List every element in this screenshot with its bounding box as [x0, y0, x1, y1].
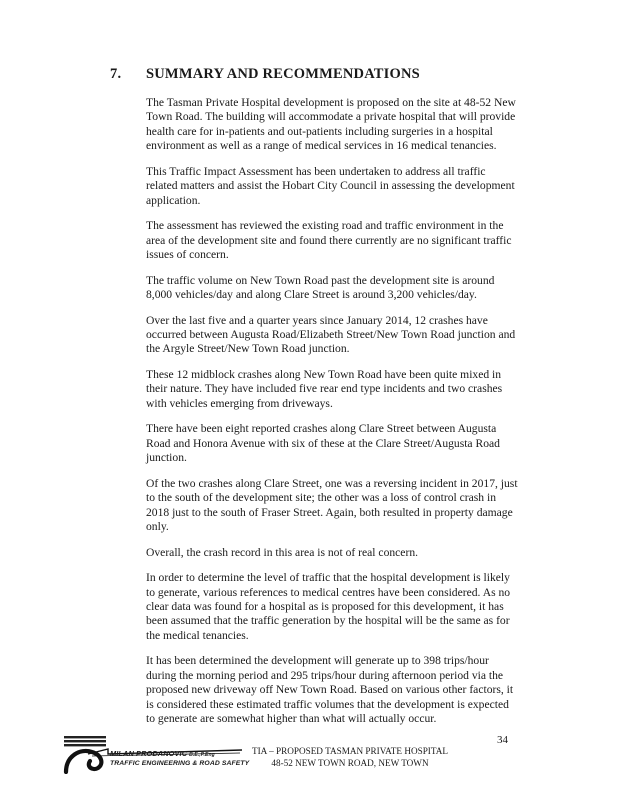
page-footer: [220, 746, 480, 769]
footer-line-1: TIA – PROPOSED TASMAN PRIVATE HOSPITAL: [251, 746, 448, 756]
section-number: 7.: [110, 66, 122, 82]
paragraph: There have been eight reported crashes along Clare Street between Augusta Road and Honora Avenue with six of these at the Clare Street/Augusta Road junction.: [146, 422, 500, 465]
paragraph: Overall, the crash record in this area is not of real concern.: [146, 545, 419, 559]
logo-tagline: TRAFFIC ENGINEERING & ROAD SAFETY: [110, 759, 250, 767]
paragraph: This Traffic Impact Assessment has been undertaken to address all traffic related matters and assist the Hobart City Council in assessing the development application.: [146, 164, 515, 207]
paragraph: Of the two crashes along Clare Street, one was a reversing incident in 2017, just to the south of the development site; the other was a loss of control crash in 2018 just to the south of Fraser Street. Again, both resulted in property damage only.: [146, 476, 518, 534]
footer-line-2: 48-52 NEW TOWN ROAD, NEW TOWN: [271, 757, 429, 768]
paragraph: Over the last five and a quarter years since January 2014, 12 crashes have occurred between Augusta Road/Elizabeth Street/New Town Road junction and the Argyle Street/New Town Road junction.: [146, 313, 516, 356]
logo-credentials: B.E.,P.Eng: [189, 752, 215, 758]
section-heading: [110, 66, 420, 83]
paragraph: The assessment has reviewed the existing road and traffic environment in the area of the development site and found there currently are no significant traffic issues of concern.: [146, 219, 512, 262]
paragraph: It has been determined the development will generate up to 398 trips/hour during the morning period and 295 trips/hour during afternoon period via the proposed new driveway off New Town Road. Based on various other factors, it is considered these estimated traffic volumes that the development is expected to generate are somewhat higher than what will actually occur.: [146, 654, 514, 726]
paragraph: The Tasman Private Hospital development is proposed on the site at 48-52 New Town Road. The building will accommodate a private hospital that will provide health care for in-patients and out-patients including surgeries in a hospital environment as well as a range of medical services in 16 medical tenancies.: [146, 96, 516, 153]
logo-firm-name: MILAN PRODANOVIC: [110, 749, 188, 758]
paragraph: In order to determine the level of traffic that the hospital development is likely to generate, various references to medical centres have been considered. As no clear data was found for a hospital as is proposed for this development, it has been assumed that the traffic generation by the hospital will be the same as for the medical tenancies.: [146, 571, 511, 642]
section-title: SUMMARY AND RECOMMENDATIONS: [146, 66, 420, 82]
paragraph: The traffic volume on New Town Road past the development site is around 8,000 vehicles/day and along Clare Street is around 3,200 vehicles/day.: [146, 273, 495, 302]
paragraph: These 12 midblock crashes along New Town Road have been quite mixed in their nature. They have included five rear end type incidents and two crashes with vehicles emerging from driveways.: [146, 368, 503, 410]
page-number: 34: [497, 734, 508, 746]
body-text: [146, 96, 518, 738]
